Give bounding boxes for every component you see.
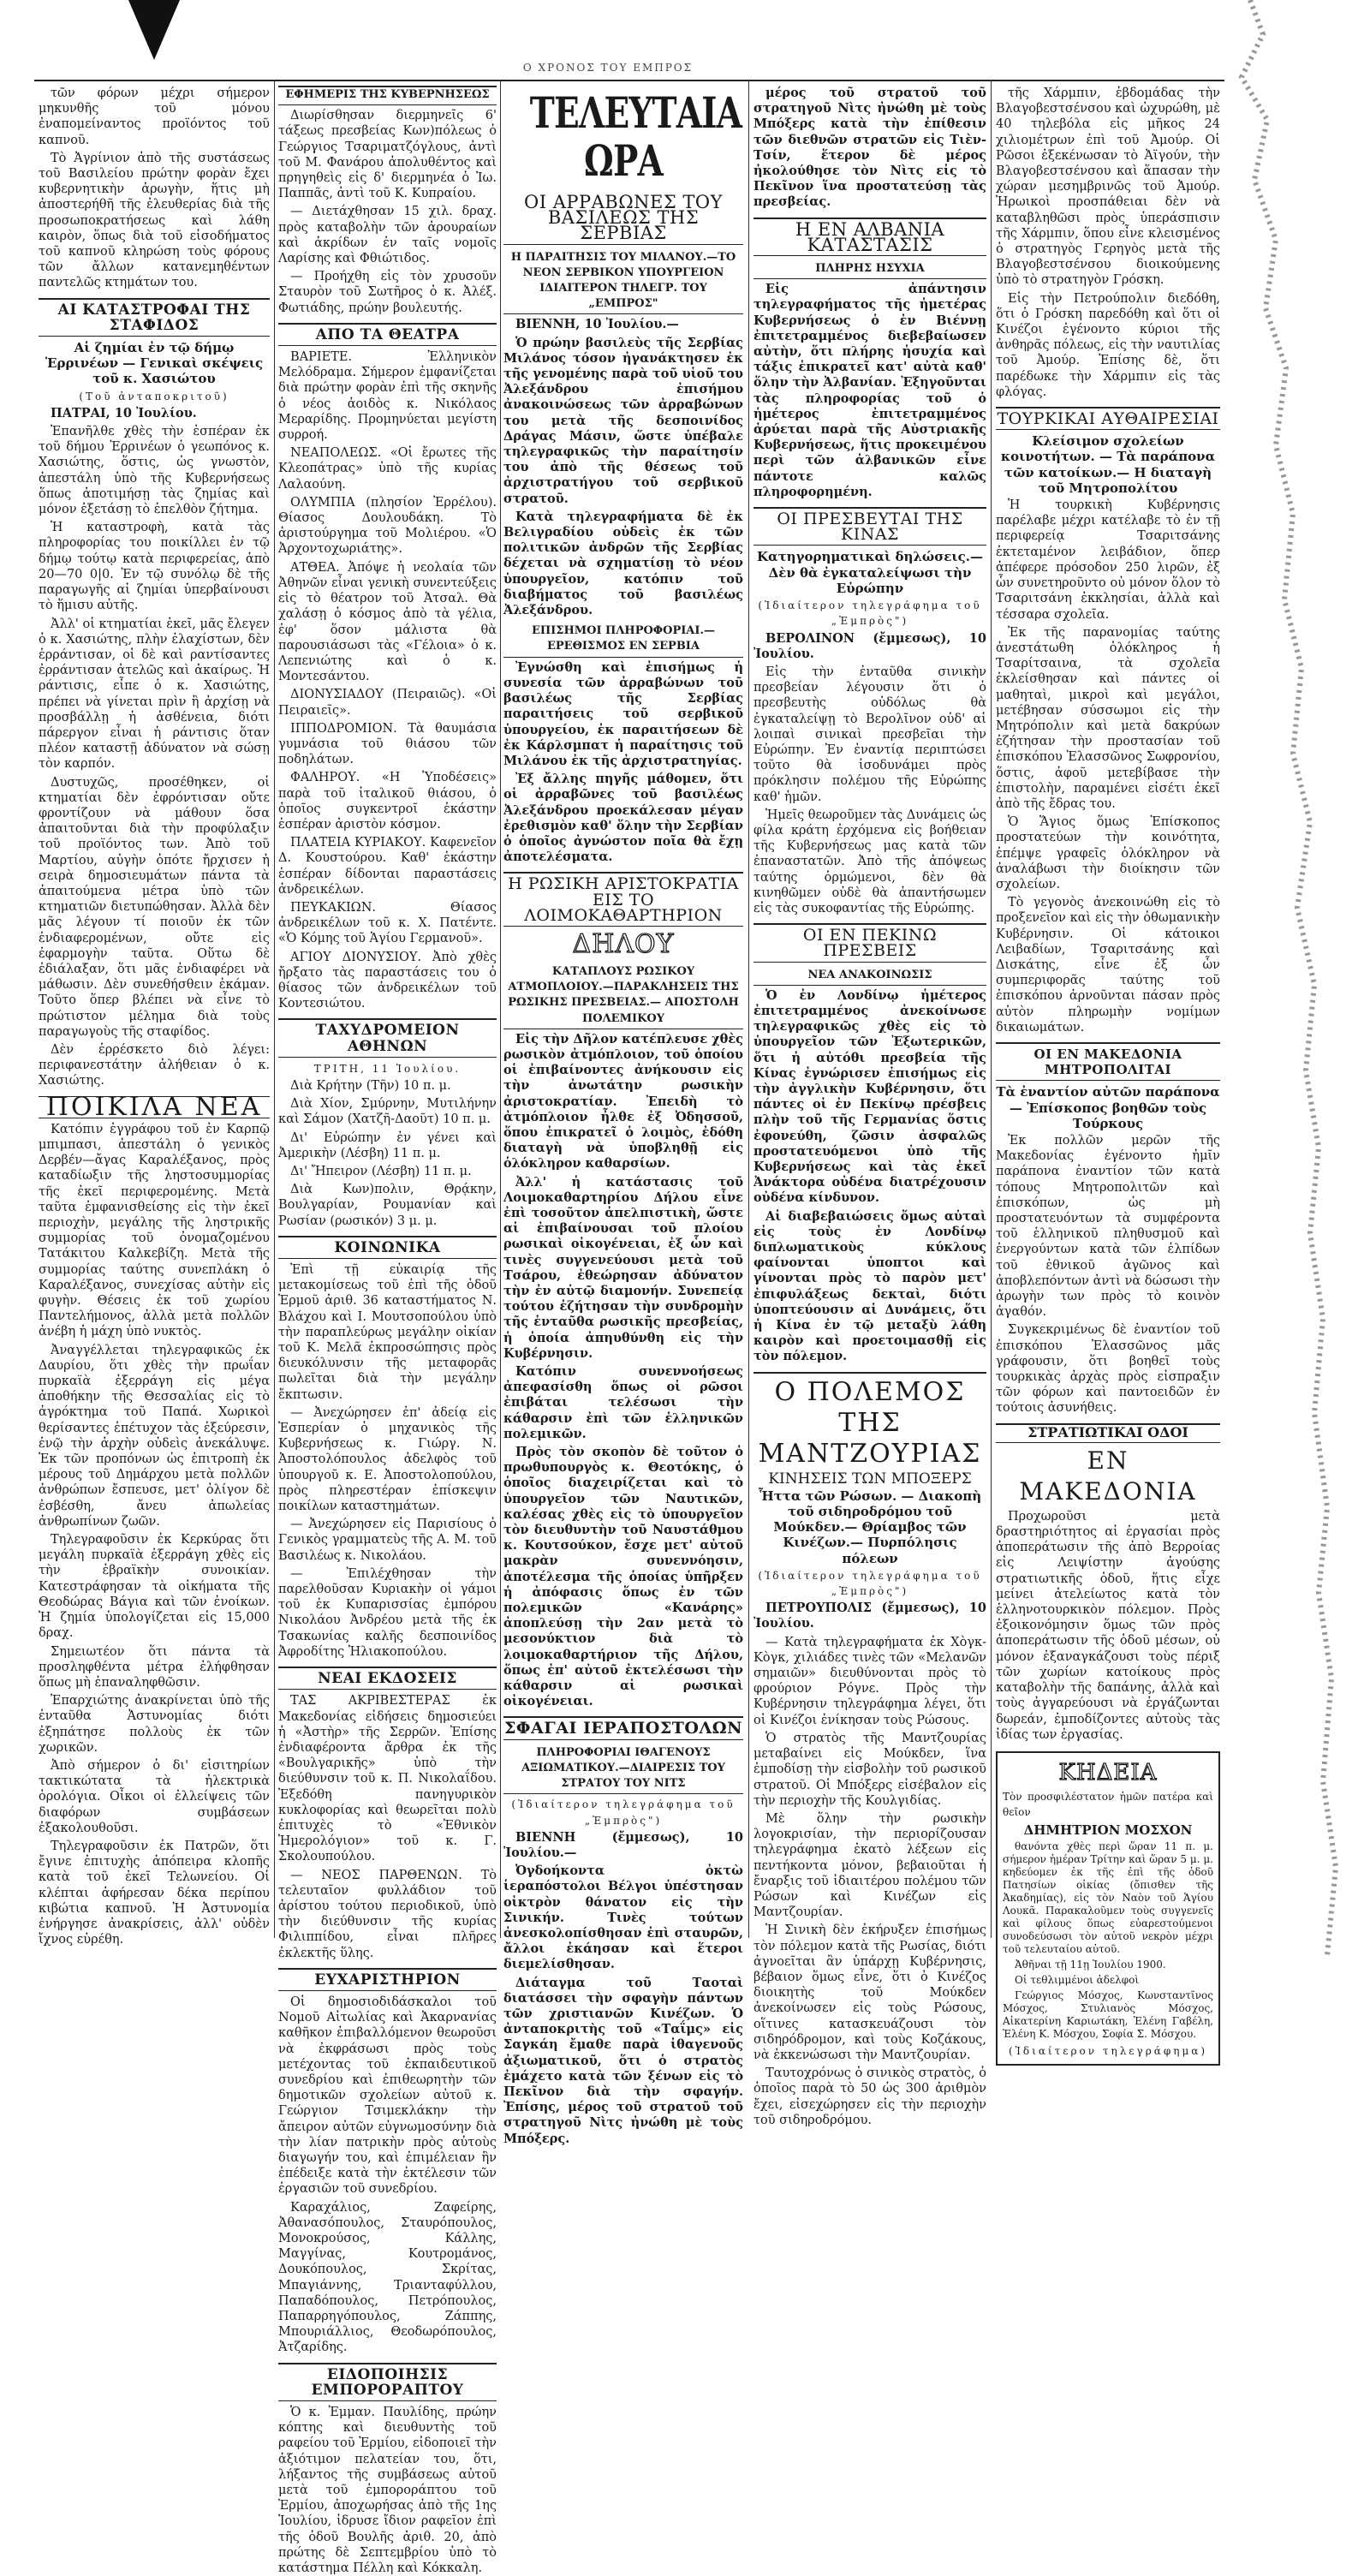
macedonia-metropolitans-subheadline: Τὰ ἐναντίον αὐτῶν παράπονα — Ἐπίσκοπος βοηθῶν τοὺς Τούρκους [996,1084,1220,1131]
paragraph: Κατὰ τηλεγραφήματα δὲ ἐκ Βελιγραδίου οὐδεὶς ἐκ τῶν πολιτικῶν ἀνδρῶν τῆς Σερβίας δέχεται νὰ σχηματίσῃ τὸ νέον ὑπουργεῖον, κατόπιν τοῦ διαβήματος τοῦ βασιλέως Ἀλεξάνδρου. [503,509,743,618]
paragraph: Ὁ στρατὸς τῆς Μαντζουρίας μεταβαίνει εἰς Μούκδεν, ἵνα ἐμποδίσῃ τὴν εἰσβολὴν τοῦ ρωσικοῦ στρατοῦ. Οἱ Μπόξερς εἰσέβαλον εἰς τὴν περιοχὴν τῆς Κουλγιδίας. [754,1731,986,1808]
paragraph: Εἰς τὴν ἐνταῦθα σινικὴν πρεσβείαν λέγουσιν ὅτι ὁ πρεσβευτὴς οὐδόλως θὰ ἐγκαταλείψῃ τὸ Βερολῖνον οὐδ' αἱ λοιπαὶ σινικαὶ πρεσβεῖαι τὴν Εὐρώπην. Ἐν ἐναντίᾳ περιπτώσει τοῦτο θὰ ἰσοδυνάμει πρὸς πρόκλησιν πολέμου τῆς Εὐρώπης καθ' ἡμῶν. [754,665,986,804]
engagement-subheadline: Η ΠΑΡΑΙΤΗΣΙΣ ΤΟΥ ΜΙΛΑΝΟΥ.—ΤΟ ΝΕΟΝ ΣΕΡΒΙΚΟΝ ΥΠΟΥΡΓΕΙΟΝ ΙΔΙΑΙΤΕΡΟΝ ΤΗΛΕΓΡ. ΤΟΥ „ΕΜΠΡΟΣ" [503,250,743,315]
missionaries-body [503,1863,743,2147]
staphis-body [39,424,270,1089]
paragraph: Διὰ Κρήτην (Τῆν) 10 π. μ. [290,1078,451,1093]
missionaries-dateline: ΒΙΕΝΝΗ (ἔμμεσως), 10 Ἰουλίου.— [503,1829,743,1860]
post-date: ΤΡΙΤΗ, 11 Ἰουλίου. [313,1062,462,1075]
engagement-dateline: ΒΙΕΝΝΗ, 10 Ἰουλίου.— [515,317,679,332]
paragraph: ΦΑΛΗΡΟΥ. «Η Ὑποδέσεις» παρὰ τοῦ ἰταλικοῦ θιάσου, ὁ ὁποῖος συγκεντροῖ ἐκάστην ἑσπέραν ἀριστὸν κόσμον. [278,771,497,832]
peking-envoys-headline: ΟΙ ΕΝ ΠΕΚΙΝΩ ΠΡΕΣΒΕΙΣ [754,923,986,962]
russian-aristocracy-headline: Η ΡΩΣΙΚΗ ΑΡΙΣΤΟΚΡΑΤΙΑ ΕΙΣ ΤΟ ΛΟΙΜΟΚΑΘΑΡΤΗΡΙΟΝ [503,872,743,927]
paragraph: — ΝΕΟΣ ΠΑΡΘΕΝΩΝ. Τὸ τελευταῖον φυλλάδιον τοῦ ἀρίστου τούτου περιοδικοῦ, ὑπὸ τὴν διεύθυνσιν τῆς κυρίας Φιλιππίδου, εἶναι πλῆρες ἐκλεκτῆς ὕλης. [278,1868,497,1960]
paragraph: — Ἀνεχώρησεν ἐπ' ἀδείᾳ εἰς Ἑσπερίαν ὁ μηχανικὸς τῆς Κυβερνήσεως κ. Γιώργ. Ν. Ἀποστολόπουλος ἀδελφὸς τοῦ ὑπουργοῦ κ. Ε. Ἀποστολοπούλου, πρὸς πληρεστέραν ἐπίσκεψιν ποικίλων καταστημάτων. [278,1405,497,1514]
official-info-headline: ΕΠΙΣΗΜΟΙ ΠΛΗΡΟΦΟΡΙΑΙ.— ΕΡΕΘΙΣΜΟΣ ΕΝ ΣΕΡΒΙΑ [503,623,743,657]
paragraph: Καραχάλιος, Ζαφείρης, Ἀθανασόπουλος, Σταυρόπουλος, Μονοκρούσος, Κάλλης, Μαγγίνας, Κουτρομάνος, Δουκόπουλος, Σκρίτας, Μπαγιάννης, Τριανταφύλλου, Παπαδόπουλος, Πετρόπουλος, Παπαρρηγόπουλος, Ζάππης, Μπουριάλλιος, Θεοδωρόπουλος, Ἀτζαρίδης. [278,2200,497,2355]
column-3 [503,86,743,2146]
publications-headline: ΝΕΑΙ ΕΚΔΟΣΕΙΣ [278,1667,497,1690]
paragraph: Ὀγδοήκοντα ὀκτὼ ἱεραπόστολοι Βέλγοι ὑπέστησαν οἰκτρὸν θάνατον εἰς τὴν Σινικήν. Τινὲς τούτων ἀνεσκολοπίσθησαν ἐπὶ σταυρῶν, ἄλλοι ἐκάησαν καὶ ἕτεροι διεμελίσθησαν. [503,1863,743,1972]
paragraph: Ἡμεῖς θεωροῦμεν τὰς Δυνάμεις ὡς φίλα κράτη ἐρχόμενα εἰς βοήθειαν τῆς Κυβερνήσεως μας κατὰ τῶν ἐπαναστατῶν. Ἀπὸ τῆς ἀπόψεως ταύτης ὁρμώμενοι, δὲν θὰ κινηθῶμεν οὐδὲ θὰ ἀπαντήσωμεν εἰς τὰς συκοφαντίας τῆς Εὐρώπης. [754,808,986,915]
paragraph: Διὰ Χίον, Σμύρνην, Μυτιλήνην καὶ Σάμον (Χατζῆ-Δαοῦτ) 10 π. μ. [278,1097,497,1127]
macedonia-metropolitans-headline: ΟΙ ΕΝ ΜΑΚΕΔΟΝΙΑ ΜΗΤΡΟΠΟΛΙΤΑΙ [996,1042,1220,1081]
china-envoys-source: (Ἰδιαίτερον τηλεγράφημα τοῦ „Ἐμπρὸς") [758,599,982,628]
paragraph: ΠΛΑΤΕΙΑ ΚΥΡΙΑΚΟΥ. Καφενεῖον Δ. Κουστούρου. Καθ' ἑκάστην ἑσπέραν δίδονται παραστάσεις ἀνδρεικέλων. [278,836,497,897]
paragraph: Ἐπαρχιώτης ἀνακρίνεται ὑπὸ τῆς ἐνταῦθα Ἀστυνομίας διότι ἐξηπάτησε πολλοὺς ἐκ τῶν χωρικῶν. [39,1694,270,1755]
peking-envoys-body [754,988,986,1365]
paragraph: ΟΛΥΜΠΙΑ (πλησίον Ἐρρέλου). Θίασος Δουλουδάκη. Τὸ ἀριστούργημα τοῦ Μολιέρου. «Ὁ Ἀρχοντοχωριάτης». [278,495,497,557]
paragraph: — Διετάχθησαν 15 χιλ. δραχ. πρὸς καταβολὴν τῶν ἀρουραίων καὶ ἀκρίδων ἐν ταῖς νομοῖς Λαρίσης καὶ Φθιώτιδος. [278,205,497,266]
paragraph: ΠΕΥΚΑΚΙΩΝ. Θίασος ἀνδρεικέλων τοῦ κ. Χ. Πατέντε. «Ὁ Κόμης τοῦ Ἁγίου Γερμανοῦ». [278,900,497,946]
paragraph: ΑΤΘΕΑ. Ἀπόψε ἡ νεολαία τῶν Ἀθηνῶν εἶναι γενικὴ συνεντεύξεις εἰς τὸ θέατρον τοῦ Ἀτσαλ. Θὰ χαλάσῃ ὁ κόσμος ἀπὸ τὰ γέλια, ἐφ' ὅσον μάλιστα θὰ παρουσιάσωσι τὰς «Γέλοια» ὁ κ. Λεπενιώτης καὶ ὁ κ. Μοντεσάντου. [278,560,497,684]
paragraph: Δι' Ἤπειρον (Λέσβη) 11 π. μ. [290,1165,472,1178]
theatres-body [278,349,497,1011]
post-body [278,1078,497,1229]
paragraph: Ἀθῆναι τῇ 11ῃ Ἰουλίου 1900. [1015,1958,1166,1971]
paragraph: Τηλεγραφοῦσιν ἐκ Πατρῶν, ὅτι ἔγινε ἐπιτυχὴς ἀπόπειρα κλοπῆς κατὰ τοῦ ἐκεῖ Τελωνείου. Οἱ κλέπται ἀφήρεσαν δέκα περίπου κιβώτια καπνοῦ. Ἡ Ἀστυνομία ἐνήργησε ἀνακρίσεις, ἀλλ' οὐδὲν ἴχνος εὑρέθη. [39,1839,270,1947]
funeral-name: ΔΗΜΗΤΡΙΟΝ ΜΟΣΧΟΝ [1023,1822,1193,1839]
paragraph: Προχωροῦσι μετὰ δραστηριότητος αἱ ἐργασίαι πρὸς ἀποπεράτωσιν τῆς ἀπὸ Βερροίας εἰς Λειψίστην ἀγούσης στρατιωτικῆς ὁδοῦ, ἥτις εἶχε μείνει ἀτελείωτος κατὰ τὸν ἑλληνοτουρκικὸν πόλεμον. Πρὸς ἐξοικονόμησιν ὅμως τῶν πρὸς ἀποπεράτωσιν τῆς ὁδοῦ μέσων, οὐ μόνον ἐξαναγκάζουσι τοὺς πέριξ τῶν χωρίων κατοίκους πρὸς καταβολὴν τῆς δαπάνης, ἀλλὰ καὶ τοὺς ἀγγαρεύουσι νὰ ἐργάζωνται δωρεάν, ἐμποδίζοντες αὐτοὺς τὰς ἰδίας των ἐργασίας. [996,1509,1220,1742]
turkish-abuses-subheadline: Κλείσιμον σχολείων κοινοτήτων. — Τὰ παράπονα τῶν κατοίκων.— Η διαταγὴ τοῦ Μητροπολίτου [1000,433,1216,496]
paragraph: Κατόπιν ἐγγράφου τοῦ ἐν Καρπῷ μπιμπασι, ἀπεστάλη ὁ γενικὸς Δερβέν—ἄγας Καραλέξανος, πρὸς καταδίωξιν τῆς ληστοσυμμορίας τῆς ἐκεῖ περιφερομένης. Μετὰ ταῦτα ἐμφανισθείσης εἰς τὴν ἐκεῖ περιοχὴν, μεγάλης τῆς ληστρικῆς συμμορίας τοῦ ὀνομαζομένου Τατάκιτου Καλκεβίζη. Μετὰ τῆς συμμορίας ταύτης συνεπλάκη ὁ Καραλέξανος, συνεχίσας αὐτὴν εἰς φυγὴν. Θέσεις ἐκ τοῦ χωρίου Παντελήμονος, ἀλλὰ μετὰ πολλῶν ἀνέβη ἡ μάχη ὑπὸ νυκτὸς. [39,1122,270,1339]
column-rule [274,81,275,1938]
albania-subheadline: ΠΛΗΡΗΣ ΗΣΥΧΙΑ [754,261,986,279]
china-envoys-dateline: ΒΕΡΟΛΙΝΟΝ (ἔμμεσως), 10 Ἰουλίου. [754,630,986,661]
albania-headline: Η ΕΝ ΑΛΒΑΝΙΑ ΚΑΤΑΣΤΑΣΙΣ [754,218,986,256]
paragraph: Σημειωτέον ὅτι πάντα τὰ προσληφθέντα μέτρα ἐλήφθησαν ὅπως μὴ ἐπαναληφθῶσιν. [39,1644,270,1690]
paragraph: μέρος τοῦ στρατοῦ τοῦ στρατηγοῦ Νὶτς ἠνώθη μὲ τοὺς Μπόξερς κατὰ τὴν ἐπίθεσιν τῶν διεθνῶν στρατῶν εἰς Τιὲν-Τσίν, ἕτερον δὲ μέρος ἠκολούθησε τὸν Νὶτς εἰς τὸ Πεκῖνον ἵνα προστατεύσῃ τὰς πρεσβείας. [754,86,986,210]
paragraph: ΑΓΙΟΥ ΔΙΟΝΥΣΙΟΥ. Ἀπὸ χθὲς ἤρξατο τὰς παραστάσεις του ὁ θίασος τῶν ἀνδρεικέλων τοῦ Κοντεσιώτου. [278,950,497,1011]
paragraph: ΤΑΣ ΑΚΡΙΒΕΣΤΕΡΑΣ ἐκ Μακεδονίας εἰδήσεις δημοσιεύει ἡ «Ἀστὴρ» τῆς Σερρῶν. Ἐπίσης ἐνδιαφέροντα ἄρθρα ἐκ τῆς «Βουλγαρικῆς» ὑπὸ τὴν διεύθυνσιν τοῦ κ. Π. Νικολαΐδου. Ἐξεδόθη πανηγυρικὸν κυκλοφορίας καὶ θεωρεῖται πολὺ ἐπιτυχὲς τὸ «Ἐθνικὸν Ἡμερολόγιον» τοῦ κ. Γ. Σκολουπούλου. [278,1694,497,1864]
column-4 [754,86,986,2127]
missionaries-headline: ΣΦΑΓΑΙ ΙΕΡΑΠΟΣΤΟΛΩΝ [503,1716,743,1739]
paragraph: — Κατὰ τηλεγραφήματα ἐκ Χὸγκ-Κὸγκ, χιλιάδες τινὲς τῶν «Μελανῶν σημαιῶν» διευθύνονται πρὸς τὸ φρούριον Ρόγνε. Πρὸς τὴν Κυβέρνησιν τηλεγράφημα λέγει, ὅτι οἱ Κινέζοι ἐνίκησαν τοὺς Ρώσους. [754,1635,986,1727]
missionaries-source: (Ἰδιαίτερον τηλεγράφημα τοῦ „Ἐμπρὸς") [511,1798,736,1827]
in-macedonia-headline: ΕΝ ΜΑΚΕΔΟΝΙΑ [1019,1446,1197,1506]
corner-ink-mark [128,0,180,60]
manchuria-war-headline: Ο ΠΟΛΕΜΟΣ ΤΗΣ ΜΑΝΤΖΟΥΡΙΑΣ [754,1372,986,1470]
missionaries-subheadline: ΠΛΗΡΟΦΟΡΙΑΙ ΙΘΑΓΕΝΟΥΣ ΑΞΙΩΜΑΤΙΚΟΥ.—ΔΙΑΙΡΕΣΙΣ ΤΟΥ ΣΤΡΑΤΟΥ ΤΟΥ ΝΙΤΣ [503,1745,743,1795]
theatres-headline: ΑΠΟ ΤΑ ΘΕΑΤΡΑ [278,323,497,346]
paragraph: Διάταγμα τοῦ Ταοταὶ διατάσσει τὴν σφαγὴν πάντων τῶν χριστιανῶν Κινέζων. Ὁ ἀνταποκριτὴς τοῦ «Ταΐμς» εἰς Σαγκάη ἔμαθε παρὰ ἰθαγενοῦς ἀξιωματικοῦ, ὅτι ὁ στρατὸς ἐμάχετο κατὰ τῶν ξένων εἰς τὸ Πεκῖνον διὰ τὴν σφαγήν. Ἐπίσης, μέρος τοῦ στρατοῦ τοῦ στρατηγοῦ Νὶτς ἠνώθη μὲ τοὺς Μπόξερς. [503,1975,743,2146]
paragraph: Ἐξ ἄλλης πηγῆς μάθομεν, ὅτι οἱ ἀρραβῶνες τοῦ βασιλέως Ἀλεξάνδρου προεκάλεσαν μέγαν ἐρεθισμὸν καθ' ὅλην τὴν Σερβίαν ὁ ὁποῖος ἀγνώστον ποῖα θὰ ἔχῃ ἀποτελέσματα. [503,772,743,865]
turkish-abuses-headline: ΤΟΥΡΚΙΚΑΙ ΑΥΘΑΙΡΕΣΙΑΙ [996,407,1220,430]
post-headline: ΤΑΧΥΔΡΟΜΕΙΟΝ ΑΘΗΝΩΝ [278,1018,497,1057]
paragraph: Ὁ Ἅγιος ὅμως Ἐπίσκοπος προστατεύων τὴν κοινότητα, ἐπέμψε γραφεῖς ὁλόκληρον νὰ ἀναλάβωσι τὴν διοίκησιν τῶν σχολείων. [996,815,1220,891]
page-damage-stain [1147,0,1370,1955]
manchuria-war-dateline: ΠΕΤΡΟΥΠΟΛΙΣ (ἔμμεσως), 10 Ἰουλίου. [754,1601,986,1631]
column-1 [39,86,270,1947]
paragraph: ΙΠΠΟΔΡΟΜΙΟΝ. Τὰ θαυμάσια γυμνάσια τοῦ θιάσου τῶν ποδηλάτων. [278,721,497,767]
paragraph: Αἱ διαβεβαιώσεις ὅμως αὐταὶ εἰς τοὺς ἐν Λονδίνῳ διπλωματικοὺς κύκλους φαίνονται ὑποπτοι καὶ γίνονται πρὸς τὸ παρὸν μετ' ἐπιφυλάξεως δεκταὶ, διότι ὑποπτεύουσιν αἱ Δυνάμεις, ὅτι ἡ Κίνα ἐν τῷ μεταξὺ λάθη καιρὸν καὶ προετοιμασθῇ εἰς τὸν πόλεμον. [754,1208,986,1364]
tailor-notice-body [278,2405,497,2576]
paragraph: Ὁ πρώην βασιλεὺς τῆς Σερβίας Μιλάνος τόσον ἠγανάκτησεν ἐκ τῆς γενομένης παρὰ τοῦ υἱοῦ του Ἀλεξάνδρου ἐπισήμου ἀνακοινώσεως τῶν ἀρραβώνων του μετὰ τῆς δεσποινίδος Δράγας Μάσιν, ὥστε ὑπέβαλε τηλεγραφικῶς τὴν παραίτησίν του ἀπὸ τῆς θέσεως τοῦ ἀρχιστρατήγου τοῦ σερβικοῦ στρατοῦ. [503,335,743,506]
russian-aristocracy-subheadline: ΚΑΤΑΠΛΟΥΣ ΡΩΣΙΚΟΥ ΑΤΜΟΠΛΟΙΟΥ.—ΠΑΡΑΚΛΗΣΕΙΣ ΤΗΣ ΡΩΣΙΚΗΣ ΠΡΕΣΒΕΙΑΣ.— ΑΠΟΣΤΟΛΗ ΠΟΛΕΜΙΚΟΥ [503,964,743,1029]
paragraph: Ἡ καταστροφὴ, κατὰ τὰς πληροφορίας του ποικίλλει ἐν τῷ δήμῳ τούτῳ κατὰ περιφερείας, ἀπὸ 20—70 0|0. Ἐν τῷ συνόλῳ δὲ τῆς παραγωγῆς αἱ ζημίαι ὑπερβαίνουσι τὸ ἥμισυ αὐτῆς. [39,521,270,613]
paragraph: τῶν φόρων μέχρι σήμερον μηκυνθῆς τοῦ μόνου ἐναπομείναντος προϊόντος τοῦ καπνοῦ. [39,86,270,147]
paragraph: Ἡ τουρκικὴ Κυβέρνησις παρέλαβε μέχρι κατέλαβε τὸ ἐν τῇ περιφερείᾳ Τσαριτσάνης ἐκτεταμένον λειβάδιον, ὅπερ ἀπέφερε πρόσοδον 250 λιρῶν, ἐξ ὧν συνετηροῦντο οὐ μόνον ὅλον τὸ Τσαριτσάνη ἐκκλησίαι, ἀλλὰ καὶ τέσσαρα σχολεῖα. [996,498,1220,622]
poikila-body [39,1122,270,1948]
military-roads-headline: ΣΤΡΑΤΙΩΤΙΚΑΙ ΟΔΟΙ [996,1423,1220,1443]
paragraph: Εἰς τὴν Δῆλον κατέπλευσε χθὲς ρωσικὸν ἀτμόπλοιον, τοῦ ὁποίου οἱ ἐπιβαίνοντες ἀνήκουσιν εἰς τὴν ἀνωτάτην ρωσικὴν ἀριστοκρατίαν. Ἐπειδὴ τὸ ἀτμόπλοιον ἦλθε ἐξ Ὀδησσοῦ, ὅπου ἐπικρατεῖ ὁ λοιμὸς, ἐδόθη διαταγὴ νὰ ὑποβληθῇ εἰς ὁλόκληρον καθαρσίων. [503,1031,743,1172]
manchuria-war-subheadline: ΚΙΝΗΣΕΙΣ ΤΩΝ ΜΠΟΞΕΡΣ [768,1470,972,1488]
paragraph: Δι' Εὐρώπην ἐν γένει καὶ Ἀμερικὴν (Λέσβη) 11 π. μ. [278,1130,497,1160]
paragraph: Ἐπὶ τῇ εὐκαιρίᾳ τῆς μετακομίσεως τοῦ ἐπὶ τῆς ὁδοῦ Ἑρμοῦ ἀριθ. 36 καταστήματος Ν. Βλάχου καὶ Ι. Μουτσοπούλου ὑπὸ τὴν παραπλεύρως μεγάλην οἰκίαν τοῦ Κ. Μελᾶ ἐκπροσώπησις πρὸς διευκόλυνσιν τῆς μεταφορᾶς πωλεῖται διὰ τὴν μεγάλην ἔκπτωσιν. [278,1263,497,1402]
paragraph: Ἀλλ' οἱ κτηματίαι ἐκεῖ, μᾶς ἔλεγεν ὁ κ. Χασιώτης, πλὴν ἐλαχίστων, δὲν ἐρράντισαν, οἱ δὲ καὶ ραντίσαντες ἐρράντισαν ἀτελῶς καὶ ἀκαίρως. Ἡ ράντισις, εἶπε ὁ κ. Χασιώτης, πρέπει νὰ γίνεται πρὶν ἢ ἀρχίσῃ νὰ προσβάλλῃ ἡ ἀσθένεια, διότι πάρεργον εἶναι ἡ ράντισις ὅταν πλέον καταστῇ ἀδύνατον νὰ σώσῃ τὸν καρπόν. [39,617,270,772]
thanks-headline: ΕΥΧΑΡΙΣΤΗΡΙΟΝ [278,1968,497,1991]
col1-intro [39,86,270,291]
paragraph: Ἐκ τῆς παρανομίας ταύτης ἀνεστάτωθη ὁλόκληρος ἡ Τσαρίτσαινα, τὰ σχολεῖα ἐκλείσθησαν καὶ πάντες οἱ μαθηταὶ, μικροὶ καὶ μεγάλοι, μετέβησαν σύσσωμοι εἰς τὴν Μητρόπολιν καὶ μετὰ δακρύων ἐζήτησαν τὴν προστασίαν τοῦ ἐπισκόπου Ἐλασσῶνος Σωφρονίου, ὅστις, ἀφοῦ μετεβίβασε τὴν ἐπιστολὴν, παραμένει εἰσέτι ἐκεῖ ἀπὸ τῆς ἔδρας του. [996,625,1220,811]
top-rule [34,80,1224,81]
staphis-subheadline: Αἱ ζημίαι ἐν τῷ δήμῳ Ἐρρινέων — Γενικαὶ σκέψεις τοῦ κ. Χασιώτου [45,340,264,387]
paragraph: Ταυτοχρόνως ὁ σινικὸς στρατὸς, ὁ ὁποῖος παρὰ τὸ 50 ὡς 300 ἀριθμὸν ἔχει, εἰσεχώρησεν εἰς τὴν περιοχὴν τοῦ σιδηροδρόμου. [754,2066,986,2127]
column-2 [278,86,497,2576]
paragraph: Ἀλλ' ἡ κατάστασις τοῦ Λοιμοκαθαρτηρίου Δήλου εἶνε ἐπὶ τοσοῦτον ἀπελπιστικὴ, ὥστε αἱ ἐπιβαίνουσαι τοῦ πλοίου ρωσικαὶ οἰκογένειαι, ἐξ ὧν καὶ τινὲς συγγενεύουσι μετὰ τοῦ Τσάρου, ἐθεώρησαν ἀδύνατον τὴν ἐν αὐτῷ διαμονήν. Συνεπείᾳ τούτου ἐζήτησαν τὴν συνδρομὴν τῆς ἐνταῦθα ρωσικῆς πρεσβείας, ἡ ὁποία ἀπηυθύνθη εἰς τὴν Κυβέρνησιν. [503,1174,743,1361]
paragraph: Δὲν ἐρρέσκετο διὸ λέγει: περιφανεστάτην ἀλήθειαν ὁ κ. Χασιώτης. [39,1042,270,1088]
paragraph: Ἐκ πολλῶν μερῶν τῆς Μακεδονίας ἐγένοντο ἡμῖν παράπονα ἐναντίον τῶν κατὰ τόπους Μητροπολιτῶν καὶ ἐπισκόπων, ὡς μὴ προστατευόντων τὰ συμφέροντα τοῦ ἑλληνικοῦ πληθυσμοῦ καὶ ἐνεργούντων κατὰ τῶν ἐλπίδων τοῦ ἐθνικοῦ ἀγῶνος καὶ ἀποβλεπόντων ἀντὶ νὰ δώσωσι τὴν ἀρωγὴν των πρὸς τὸ κοινὸν ἀγαθόν. [996,1134,1220,1320]
paragraph: ΒΑΡΙΕΤΕ. Ἑλληνικὸν Μελόδραμα. Σήμερον ἐμφανίζεται διὰ πρώτην φορὰν ἐπὶ τῆς σκηνῆς ὁ νέος ἀοιδὸς κ. Νικόλαος Μεραρίδης. Προμηνύεται μεγίστη συρροή. [278,350,497,443]
manchuria-war-body [754,1635,986,2128]
engagement-headline: ΟΙ ΑΡΡΑΒΩΝΕΣ ΤΟΥ ΒΑΣΙΛΕΩΣ ΤΗΣ ΣΕΡΒΙΑΣ [503,192,743,245]
paragraph: Εἰς ἀπάντησιν τηλεγραφήματος τῆς ἡμετέρας Κυβερνήσεως ὁ ἐν Βιέννῃ ἐπιτετραμμένος διεβεβαίωσεν αὐτὴν, ὅτι πλήρης ἡσυχία καὶ τάξις ἐπικρατεῖ κατ' αὐτὰ καθ' ὅλην τὴν Ἀλβανίαν. Ἐξηγοῦνται τὰς πληροφορίας τοῦ ὁ ἡμέτερος ἐπιτετραμμένος ἀρύεται παρὰ τῆς Αὐστριακῆς Κυβερνήσεως, ἥτις προκειμένου περὶ τῶν ἀλβανικῶν εἶνε πάντοτε καλῶς πληροφορημένη. [754,282,986,499]
paragraph: Οἱ δημοσιοδιδάσκαλοι τοῦ Νομοῦ Αἰτωλίας καὶ Ἀκαρνανίας καθῆκον ἐπιβαλλόμενον θεωροῦσι νὰ ἐκφράσωσι πρὸς τοὺς μετέχοντας τοῦ ἐκπαιδευτικοῦ συνεδρίου καὶ ἐπιθεωρητὴν τῶν δημοτικῶν σχολείων αὐτοῦ κ. Γεώργιον Τσιμεκλάκην τὴν ἄπειρον αὐτῶν εὐγνωμοσύνην διὰ τὴν λίαν πατρικὴν πρὸς αὐτοὺς διαγωγήν του, καὶ ἐπιμέλειαν ἣν ἐπέδειξε κατὰ τὴν ἐκτέλεσιν τῶν ἐργασιῶν τοῦ συνεδρίου. [278,1995,497,2197]
paragraph: Ἀναγγέλλεται τηλεγραφικῶς ἐκ Δαυρίου, ὅτι χθὲς τὴν πρωΐαν πυρκαϊὰ ἐξερράγη εἰς μέγα ἀποθήκην τῆς Θεσσαλίας εἰς τὸ ἀγρόκτημα τοῦ Παπά. Χωρικοὶ θερίσαντες ἐπέτυχον τὰς ἐξεύρεσιν, ἐνῷ τὴν ἀρχὴν οὐδεὶς ἀνεκάλυψε. Ἐκ τῶν προπόνων ὡς ἐπιτροπὴ ἐκ μέρους τοῦ Δημάρχου μετὰ πολλῶν ἀνθρώπων ἔσπευσε, μετ' ὀλίγον δὲ ἐσβέσθη, ἄνευ ἀπωλείας ἀνθρωπίνων ζωῶν. [39,1343,270,1529]
paragraph: Τὸ γεγονὸς ἀνεκοινώθη εἰς τὸ προξενεῖον καὶ εἰς τὴν ὀθωμανικὴν Κυβέρνησιν. Οἱ κάτοικοι Λειβαδίων, Τσαριτσάνης καὶ Δισκάτης, εἶνε ἐξ ὧν συμπεριφορᾶς ταύτης τοῦ ἐπισκόπου ἀρνοῦνται πάσαν πρὸς αὐτὸν πληρωμὴν νομίμων δικαιωμάτων. [996,896,1220,1035]
paragraph: θανόντα χθὲς περὶ ὥραν 11 π. μ. σήμερον ἡμέραν Τρίτην καὶ ὥραν 5 μ. μ. κηδεύομεν ἐκ τῆς ἐπὶ τῆς ὁδοῦ Πατησίων οἰκίας (ὄπισθεν τῆς Ἀκαδημίας), εἰς τὸν Ναὸν τοῦ Ἁγίου Λουκᾶ. Παρακαλοῦμεν τοὺς συγγενεῖς καὶ φίλους ὅπως εὐαρεστούμενοι συνοδεύσωσι τὸν αὐτοῦ νεκρὸν μέχρι τοῦ τελευταίου αὐτοῦ. [1003,1840,1213,1955]
col4-continuation [754,86,986,211]
funeral-headline: ΚΗΔΕΙΑ [1058,1759,1158,1786]
social-body [278,1262,497,1660]
paragraph: Ἀπὸ σήμερον ὁ δι' εἰσιτηρίων τακτικώτατα τὰ ἠλεκτρικὰ ὁρολόγια. Οἶκοι οἱ ἐλλείψεις τῶν διαφόρων συμβάσεων ἐξακολουθοῦσι. [39,1758,270,1835]
albania-body [754,282,986,500]
russian-aristocracy-body [503,1032,743,1710]
engagement-body [503,336,743,619]
column-rule [991,81,992,1938]
paragraph: Συγκεκριμένως δὲ ἐναντίον τοῦ ἐπισκόπου Ἐλασσῶνος μᾶς γράφουσιν, ὅτι βοηθεῖ τοὺς τουρκικὰς ἀρχὰς πρὸς εἰσπραξιν τῶν φόρων καὶ παντοειδῶν ἐν τούτοις ἀσυνήθεις. [996,1323,1220,1416]
paragraph: Διωρίσθησαν διερμηνεῖς 6' τάξεως πρεσβείας Κων)πόλεως ὁ Γεώργιος Τσαριματζόγλους, ἀντὶ τοῦ Μ. Φανάρου ἀπολυθέντος καὶ πρηγηθεὶς εἰς δ' διερμηνέα ὁ Ἰω. Παππᾶς, ἀντὶ τοῦ Κ. Κυπραίου. [278,109,497,201]
paragraph: Μὲ ὅλην τὴν ρωσικὴν λογοκρισίαν, τὴν περιορίζουσαν τηλεγράφημα ἑκατὸ λέξεων εἰς πεντήκοντα μόνον, βεβαιοῦται ἡ ἔναρξις τοῦ ἰδιαιτέρου πολέμου τῶν Ρώσων καὶ Κινέζων εἰς Μαντζουρίαν. [754,1811,986,1920]
paragraph: Κατόπιν συνεννοήσεως ἀπεφασίσθη ὅπως οἱ ρῶσοι ἐπιβάται τελέσωσι τὴν κάθαρσιν ἐπὶ τῶν ἑλληνικῶν πολεμικῶν. [503,1364,743,1441]
paragraph: Ἐγνώσθη καὶ ἐπισήμως ἡ συνεσία τῶν ἀρραβώνων τοῦ βασιλέως τῆς Σερβίας παραιτήσεις τοῦ σερβικοῦ ὑπουργείου, ἐκ παραιτήσεων δὲ ἐκ Κάρλσμπατ ἡ παραίτησις τοῦ Μιλάνου ἐκ τῆς ἀρχιστρατηγίας. [503,659,743,768]
ephemeris-body [278,108,497,316]
paragraph: Διὰ Κων)πολιν, Θρᾴκην, Βουλγαρίαν, Ρουμανίαν καὶ Ρωσίαν (ρωσικόν) 3 μ. μ. [278,1183,497,1228]
paragraph: ΔΙΟΝΥΣΙΑΔΟΥ (Πειραιῶς). «Οἱ Πειραιεῖς». [278,688,497,718]
paragraph: Ἐπανῆλθε χθὲς τὴν ἑσπέραν ἐκ τοῦ δήμου Ἐρρινέων ὁ γεωπόνος κ. Χασιώτης, ὅστις, ὡς γνωστὸν, ἀπεστάλη ὑπὸ τῆς Κυβερνήσεως ὅπως ἀποτιμήσῃ τὰς ζημίας καὶ μόνον ἐξετάσῃ τὸ ἐπελθὸν ζήτημα. [39,425,270,517]
china-envoys-subheadline: Κατηγορηματικαὶ δηλώσεις.— Δὲν θὰ ἐγκαταλείψωσι τὴν Εὐρώπην [756,549,983,596]
paragraph: ΝΕΑΠΟΛΕΩΣ. «Οἱ ἔρωτες τῆς Κλεοπάτρας» ὑπὸ τῆς κυρίας Λαλαούνη. [278,446,497,492]
paragraph: — Προήχθη εἰς τὸν χρυσοῦν Σταυρὸν τοῦ Σωτῆρος ὁ κ. Ἀλέξ. Φωτιάδης, πρώην βουλευτής. [278,270,497,315]
paragraph: Πρὸς τὸν σκοπὸν δὲ τοῦτον ὁ πρωθυπουργὸς κ. Θεοτόκης, ὁ ὁποῖος διαχειρίζεται καὶ τὸ ὑπουργεῖον τῶν Ναυτικῶν, καλέσας χθὲς εἰς τὸ ὑπουργεῖον τὸν διευθυντὴν τοῦ Ναυστάθμου κ. Κουτσούκον, ἔσχε μετ' αὐτοῦ μακρὰν συνεννόησιν, ἀποτέλεσμα τῆς ὁποίας ὑπῆρξεν ἡ ἀπόφασις ὅπως ἐν τῶν πολεμικῶν «Κανάρης» ἀποπλεύσῃ τὴν 2αν μετὰ τὸ μεσονύκτιον διὰ τὸ λοιμοκαθαρτήριον τῆς Δήλου, ὅπως ἐπ' αὐτοῦ ἐκτελέσωσι τὴν κάθαρσιν αἱ ρωσικαὶ οἰκογένειαι. [503,1445,743,1709]
ephemeris-headline: ΕΦΗΜΕΡΙΣ ΤΗΣ ΚΥΒΕΡΝΗΣΕΩΣ [278,86,497,105]
masthead: Ο ΧΡΟΝΟΣ ΤΟΥ ΕΜΠΡΟΣ [522,62,694,74]
paragraph: Γεώργιος Μόσχος, Κωνσταντῖνος Μόσχος, Στυλιανὸς Μόσχος, Αἰκατερίνη Καριωτάκη, Ἑλένη Γαβέλη, Ἑλένη Κ. Μόσχου, Σοφία Σ. Μόσχου. [1003,1989,1213,2040]
thanks-body [278,1995,497,2356]
funeral-footer: (Ἰδιαίτερον τηλεγράφημα) [1008,2044,1208,2057]
paragraph: — Ἐπιλέχθησαν τὴν παρελθοῦσαν Κυριακὴν οἱ γάμοι τοῦ ἐκ Κυπαρισσίας ἐμπόρου Νικολάου Ἀνδρέου μετὰ τῆς ἐκ Τσακωνίας καλῆς δεσποινίδος Ἀφροδίτης Ἠλιακοπούλου. [278,1566,497,1659]
staphis-headline: ΑΙ ΚΑΤΑΣΤΡΟΦΑΙ ΤΗΣ ΣΤΑΦΙΔΟΣ [39,298,270,337]
paragraph: — Ἀνεχώρησεν εἰς Παρισίους ὁ Γενικὸς γραμματεὺς τῆς Α. Μ. τοῦ Βασιλέως κ. Νικολάου. [278,1518,497,1563]
paragraph: Ἡ Σινικὴ δὲν ἐκήρυξεν ἐπισήμως τὸν πόλεμον κατὰ τῆς Ρωσίας, διότι ἀγνοεῖται ἂν ὑπάρχῃ Κυβέρνησις, βέβαιον ὅμως εἶνε, ὅτι ὁ Κινέζος διοικητὴς τοῦ Μούκδεν ἀνεκοίνωσεν εἰς τοὺς Ρώσους, οἵτινες κατασκευάζουσι τὸν σιδηρόδρομον, καὶ τοὺς Κοζάκους, νὰ ἐκκενώσωσι τὴν Μαντζουρίαν. [754,1923,986,2062]
paragraph: Ὁ ἐν Λονδίνῳ ἡμέτερος ἐπιτετραμμένος ἀνεκοίνωσε τηλεγραφικῶς χθὲς εἰς τὸ ὑπουργεῖον τῶν Ἐξωτερικῶν, ὅτι ἡ αὐτόθι πρεσβεία τῆς Κίνας ἐγνώρισεν ἐπισήμως εἰς τὴν ἀγγλικὴν Κυβέρνησιν, ὅτι πάντες οἱ ἐν Πεκίνῳ πρέσβεις πλὴν τοῦ τῆς Γερμανίας ὅστις ἐφονεύθη, ζῶσιν ἀσφαλῶς προστατευόμενοι ὑπὸ τῆς Κυβερνήσεως καὶ τὰς ἐκεῖ Ἀνάκτορα οὐδένα διατρέχουσιν οὐδένα κίνδυνον. [754,987,986,1206]
paragraph: Τηλεγραφοῦσιν ἐκ Κερκύρας ὅτι μεγάλη πυρκαϊὰ ἐξερράγη χθὲς εἰς τὴν ἑβραϊκὴν συνοικίαν. Κατεστράφησαν τὰ οἰκήματα τῆς Θεοδώρας Βάγια καὶ τῶν ἐνοίκων. Ἡ ζημία ὑπολογίζεται εἰς 15,000 δραχ. [39,1533,270,1641]
staphis-source: (Τοῦ ἀνταποκριτοῦ) [79,390,229,402]
paragraph: Ὁ κ. Ἐμμαν. Παυλίδης, πρώην κόπτης καὶ διευθυντὴς τοῦ ραφείου τοῦ Ἑρμίου, εἰδοποιεῖ τὴν ἀξιότιμον πελατείαν του, ὅτι, λήξαντος τῆς συμβάσεως αὐτοῦ μετὰ τοῦ ἐμποροράπτου τοῦ Ἑρμίου, ἀποχωρήσας ἀπὸ τῆς 1ης Ἰουλίου, ἱδρυσε ἴδιον ραφεῖον ἐπὶ τῆς ὁδοῦ Βουλῆς ἀριθ. 20, ἀπὸ πρώτης δὲ Σεπτεμβρίου ὑπὸ τὸ κατάστημα Πέλλη καὶ Κόκκαλη. [278,2406,497,2576]
paragraph: Εἰς τὴν Πετρούπολιν διεδόθη, ὅτι ὁ Γρόσκη παρεδόθη καὶ ὅτι οἱ Κινέζοι ἐγένοντο κύριοι τῆς ἀνθηρᾶς πόλεως, εἰς τὴν ναυτιλίας τοῦ Ἀμούρ. Ἐπίσης δὲ, ὅτι παρέδωκε τὴν Χάρμπιν εἰς τὰς φλόγας. [996,291,1220,399]
publications-body [278,1693,497,1960]
staphis-dateline: ΠΑΤΡΑΙ, 10 Ἰουλίου. [51,405,197,420]
funeral-intro: Τὸν προσφιλέστατον ἡμῶν πατέρα καὶ θεῖον [1003,1790,1213,1819]
paragraph: τῆς Χάρμπιν, ἑβδομάδας τὴν Βλαγοβεστσένσου καὶ ὠχυρώθη, μὲ 40 τηλεβόλα εἰς μῆκος 24 χιλιομέτρων ἐπὶ τοῦ Ἀμούρ. Οἱ Ρῶσοι ἐξεκένωσαν τὸ Ἀϊγούν, τὴν Βλαγοβεστσένσου καὶ ἅπασαν τὴν χώραν μεσημβρινῶς τοῦ Ἀμούρ. Ἡρωικοὶ προσπάθειαι δὲν νὰ καταβληθῶσι πρὸς ὑπεράσπισιν τῆς Χάρμπιν, ὅπου εἶνε κλεισμένος ὁ στρατηγὸς Γερηγὸς μετὰ τῆς Βλαγοβεστσένσου διοικούμενης ὑπὸ τὸ στρατηγὸν Γρόσκη. [996,86,1220,288]
paragraph: Τὸ Ἀγρίνιον ἀπὸ τῆς συστάσεως τοῦ Βασιλείου πρώτην φορὰν ἔχει κυβερνητικὴν ἀρωγὴν, ἥτις μὴ ἀποστερήθῆ τῆς ἐλευθερίας διὰ τῆς προσωποκρατήσεως καὶ λάθη καιρὸν, ὅπως διὰ τοῦ εἰσοδήματος τοῦ καπνοῦ κληρώση τοὺς φόρους τῶν ἄλλων κατανεμηθέντων παντελῶς κτημάτων του. [39,151,270,290]
tailor-notice-headline: ΕΙΔΟΠΟΙΗΣΙΣ ΕΜΠΟΡΟΡΑΠΤΟΥ [278,2363,497,2401]
paragraph: Οἱ τεθλιμμένοι ἀδελφοὶ [1015,1973,1140,1986]
manchuria-war-summary: Ἧττα τῶν Ρώσων. — Διακοπὴ τοῦ σιδηροδρόμου τοῦ Μούκδεν.— Θρίαμβος τῶν Κινέζων.— Πυρπόλησις πόλεων [758,1488,982,1566]
peking-envoys-subheadline: ΝΕΑ ΑΝΑΚΟΙΝΩΣΙΣ [754,968,986,986]
poikila-headline: ΠΟΙΚΙΛΑ ΝΕΑ [39,1096,270,1118]
column-rule [748,81,749,1938]
last-hour-headline: ΤΕΛΕΥΤΑΙΑ ΩΡΑ [529,87,742,186]
official-info-body [503,660,743,866]
delos-headline: ΔΗΛΟΥ [572,928,675,959]
china-envoys-body [754,665,986,916]
social-headline: ΚΟΙΝΩΝΙΚΑ [278,1236,497,1259]
column-rule [500,81,501,1938]
manchuria-war-source: (Ἰδιαίτερον τηλεγράφημα τοῦ „Ἐμπρὸς") [758,1569,982,1598]
china-envoys-headline: ΟΙ ΠΡΕΣΒΕΥΤΑΙ ΤΗΣ ΚΙΝΑΣ [754,507,986,546]
paragraph: Δυστυχῶς, προσέθηκεν, οἱ κτηματίαι δὲν ἐφρόντισαν οὔτε φροντίζουν νὰ μάθουν ὅσα ἀπαιτοῦνται διὰ τὴν προφύλαξιν τοῦ προϊόντος των. Ἀπὸ τοῦ Μαρτίου, αὐγὴν ὁπότε ἤρχισεν ἡ σειρὰ δημοσιευμάτων πάντα τὰ ἀπαιτούμενα μέτρα ὑπὸ τῶν κτηματιῶν διετυπώθησαν. Ἀλλὰ δὲν μᾶς λέγουν τί ποιοῦν ἐκ τῶν ἐνδιαφερομένων, οὔτε εἰς ἐφαρμογὴν ταῦτα. Οὕτω δὲ ἐδιάλαξαν, ὅτι μᾶς ἐνδιαφέρει νὰ μάθωσιν. Δὲν συνεθήσθειν ἐκάμαν. Τοῦτο ὅπερ βλέπει νὰ εἶνε τὸ πρώτιστον μέλημα διὰ τοὺς παραγωγοὺς τῆς σταφίδος. [39,775,270,1039]
